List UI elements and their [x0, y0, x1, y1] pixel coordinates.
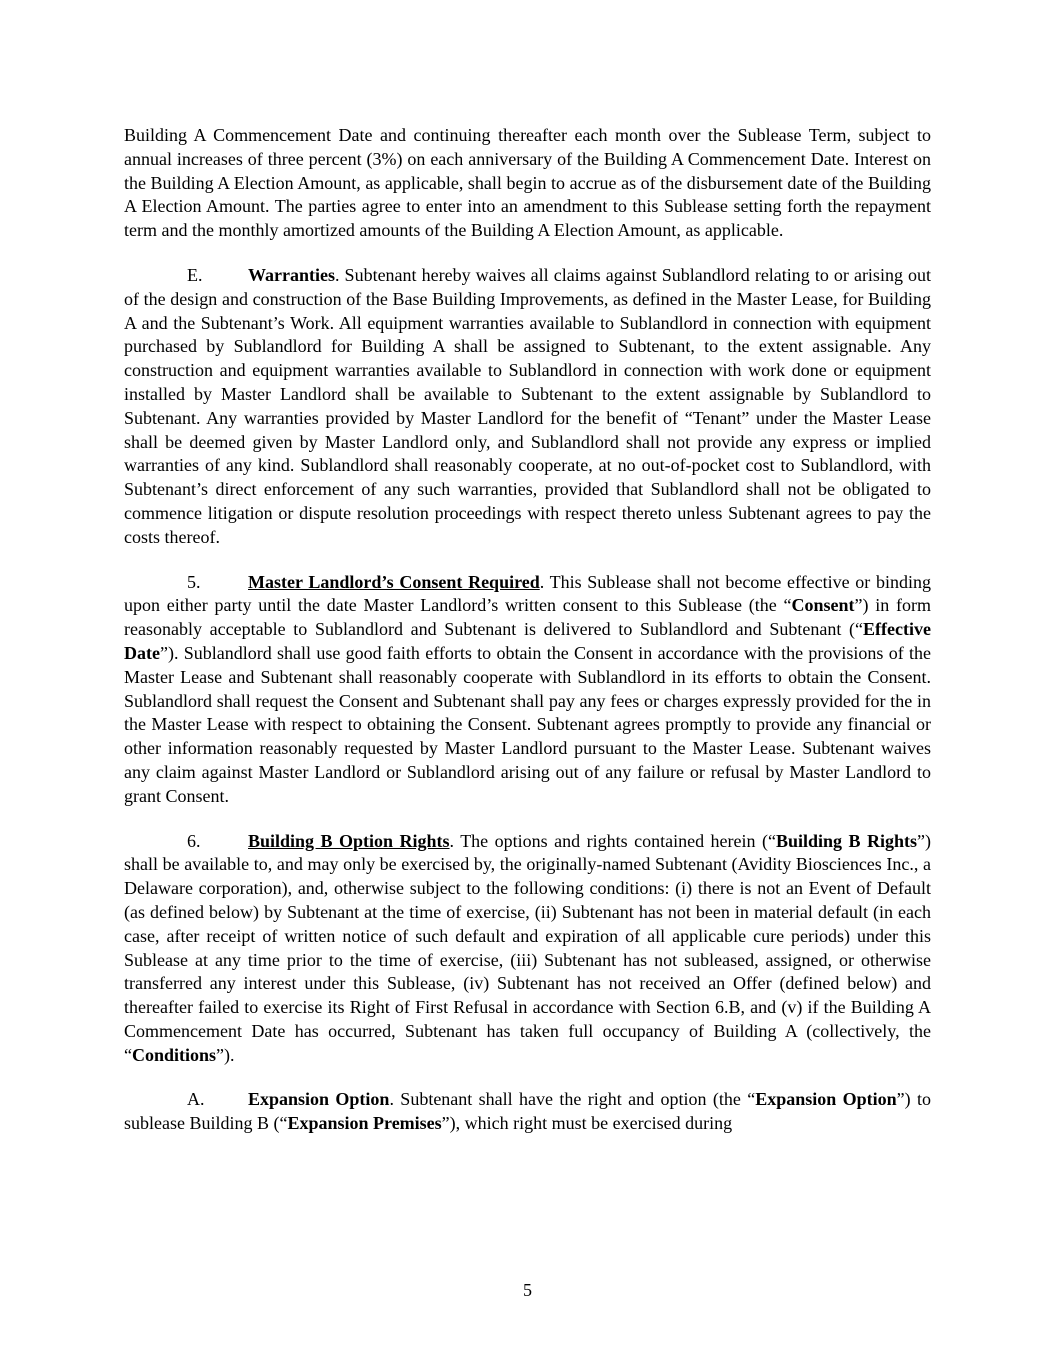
section-e-heading: Warranties [248, 264, 335, 285]
section-6a-body-3: ”), which right must be exercised during [441, 1113, 733, 1134]
section-6a-number: A. [187, 1089, 205, 1110]
section-5-number: 5. [187, 571, 201, 592]
section-6a-term-expansion-premises: Expansion Premises [287, 1113, 442, 1134]
section-6-heading: Building B Option Rights [248, 830, 450, 851]
section-6-term-building-b-rights: Building B Rights [776, 830, 918, 851]
section-6-body-1: . The options and rights contained herein (“ [449, 830, 776, 851]
section-6a-heading: Expansion Option [248, 1089, 390, 1110]
section-6-term-conditions: Conditions [132, 1044, 217, 1065]
section-5-term-effective-date: Effective Date [124, 619, 931, 663]
section-5-body-2: ”) in form reasonably acceptable to Sublandlord and Subtenant is delivered to Sublandlord and Subtenant (“ [124, 595, 931, 640]
section-e-body: . Subtenant hereby waives all claims against Sublandlord relating to or arising out of the design and construction of the Base Building Improvements, as defined in the Master Lease, for Building A and the Subtenant’s Work. All equipment warranties available to Sublandlord in connection with equipment purchased by Sublandlord for Building A shall be assigned to Subtenant, to the extent assignable. Any construction and equipment warranties available to Sublandlord in connection with work done or equipment installed by Master Landlord shall be available to Subtenant to the extent assignable by Sublandlord to Subtenant. Any warranties provided by Master Landlord for the benefit of “Tenant” under the Master Lease shall be deemed given by Master Landlord only, and Sublandlord shall not provide any express or implied warranties of any kind. Sublandlord shall reasonably cooperate, at no out-of-pocket cost to Sublandlord, with Subtenant’s direct enforcement of any such warranties, provided that Sublandlord shall not be obligated to commence litigation or dispute resolution proceedings with respect thereto unless Subtenant agrees to pay the costs thereof. [124, 264, 931, 547]
section-6a-paragraph [124, 1088, 931, 1136]
section-6-body-2: ”) shall be available to, and may only be exercised by, the originally-named Subtenant (Avidity Biosciences Inc., a Delaware corporation), and, otherwise subject to the following conditions: (i) there is not an Event of Default (as defined below) by Subtenant at the time of exercise, (ii) Subtenant has not been in material default (in each case, after receipt of written notice of such default and expiration of all applicable cure periods) under this Sublease at any time prior to the time of exercise, (iii) Subtenant has not subleased, assigned, or otherwise transferred any interest under this Sublease, (iv) Subtenant has not received an Offer (defined below) and thereafter failed to exercise its Right of First Refusal in accordance with Section 6.B, and (v) if the Building A Commencement Date has occurred, Subtenant has taken full occupancy of Building A (collectively, the “ [124, 830, 932, 1065]
page-number: 5 [523, 1280, 532, 1300]
paragraph-continuation [124, 124, 931, 243]
paragraph-continuation-text: Building A Commencement Date and continuing thereafter each month over the Sublease Term, subject to annual increases of three percent (3%) on each anniversary of the Building A Commencement Date. Interest on the Building A Election Amount, as applicable, shall begin to accrue as of the disbursement date of the Building A Election Amount. The parties agree to enter into an amendment to this Sublease setting forth the repayment term and the monthly amortized amounts of the Building A Election Amount, as applicable. [124, 125, 931, 241]
section-e-paragraph [124, 264, 931, 550]
section-5-body-3: ”). Sublandlord shall use good faith efforts to obtain the Consent in accordance with the provisions of the Master Lease and Subtenant shall reasonably cooperate with Sublandlord in its efforts to obtain the Consent. Sublandlord shall request the Consent and Subtenant shall pay any fees or charges expressly provided for the in the Master Lease with respect to obtaining the Consent. Subtenant agrees promptly to provide any financial or other information reasonably requested by Master Landlord pursuant to the Master Lease. Subtenant waives any claim against Master Landlord or Sublandlord arising out of any failure or refusal by Master Landlord to grant Consent. [124, 642, 931, 806]
section-5-body-1: . This Sublease shall not become effective or binding upon either party until the date Master Landlord’s written consent to this Sublease (the “ [124, 571, 931, 616]
section-5-term-consent: Consent [791, 595, 855, 616]
section-6a-body-2: ”) to sublease Building B (“ [124, 1089, 932, 1134]
section-5-heading: Master Landlord’s Consent Required [248, 571, 540, 592]
section-6-body-3: ”). [216, 1044, 235, 1065]
document-page [124, 124, 931, 1157]
section-e-number: E. [187, 264, 203, 285]
section-5-paragraph [124, 571, 931, 809]
section-6-number: 6. [187, 830, 201, 851]
section-6a-body-1: . Subtenant shall have the right and option (the “ [389, 1089, 756, 1110]
section-6-paragraph [124, 830, 931, 1068]
section-6a-term-expansion-option: Expansion Option [755, 1089, 897, 1110]
